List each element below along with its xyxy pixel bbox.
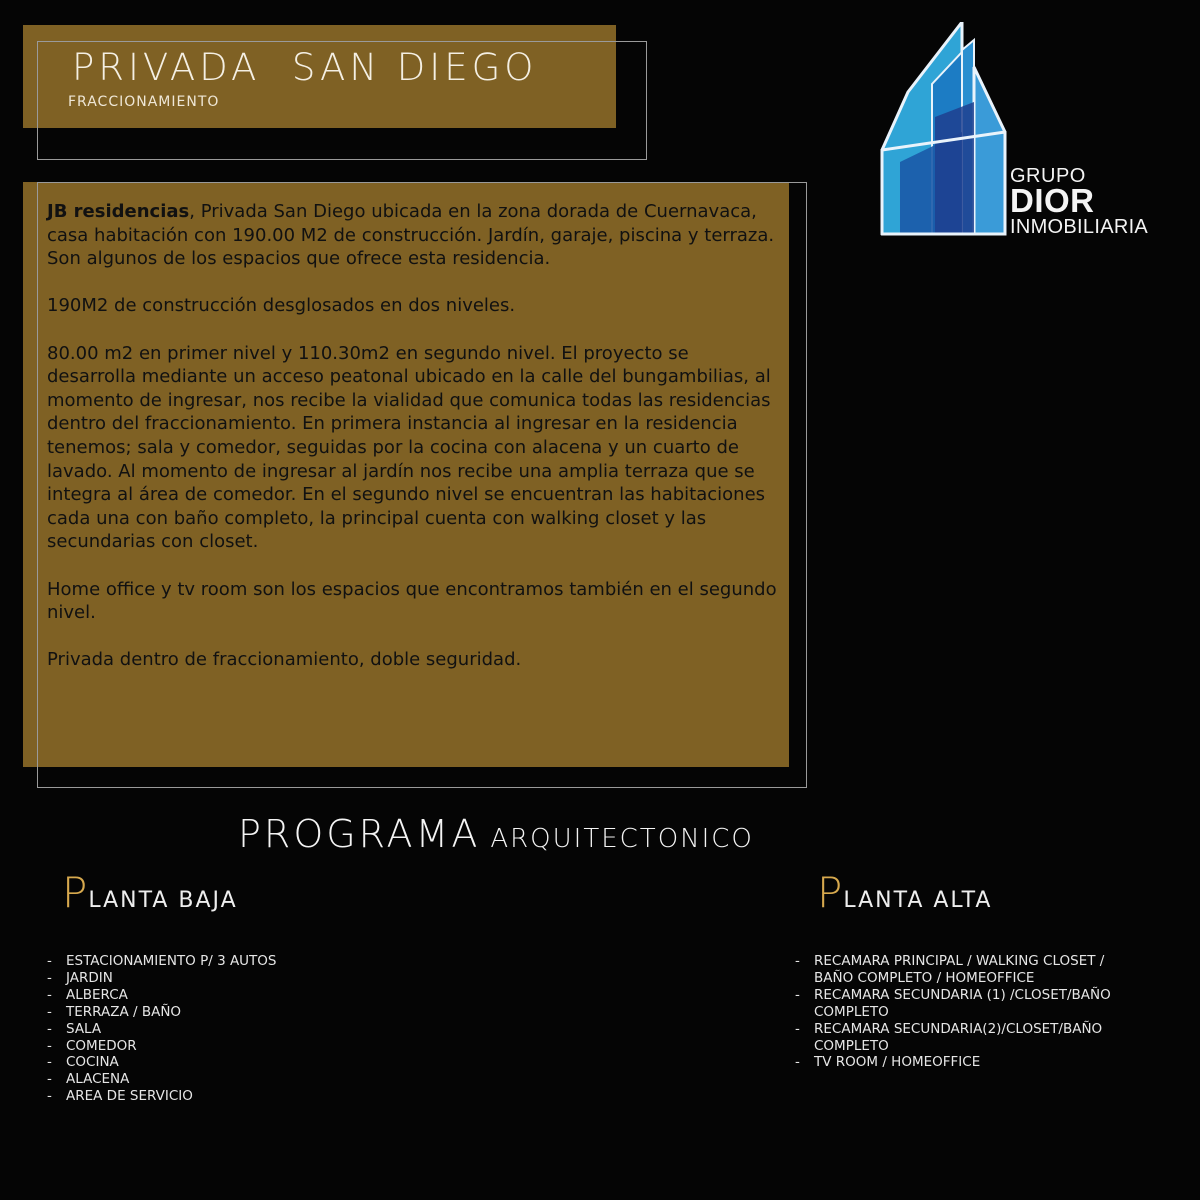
planta-alta-list	[795, 953, 1115, 1071]
brand-name: JB residencias	[47, 201, 190, 222]
planta-baja-heading: PLANTA BAJA	[62, 868, 238, 917]
logo-wordmark	[1010, 166, 1148, 238]
list-item: - RECAMARA SECUNDARIA (1) /CLOSET/BAÑO COMPLETO	[795, 987, 1115, 1021]
list-item: - AREA DE SERVICIO	[47, 1088, 367, 1105]
logo-line-dior: DIOR	[1010, 182, 1095, 219]
planta-baja-list	[47, 953, 367, 1105]
description-paragraph-1: JB residencias, Privada San Diego ubicada en la zona dorada de Cuernavaca, casa habitación con 190.00 M2 de construcción. Jardín, garaje, piscina y terraza. Son algunos de los espacios que ofrece esta residencia.	[47, 201, 775, 270]
description-paragraph-2: 190M2 de construcción desglosados en dos niveles.	[47, 295, 516, 317]
list-item: - COCINA	[47, 1054, 367, 1071]
planta-alta-heading: PLANTA ALTA	[817, 868, 993, 917]
programa-subtitle: ARQUITECTONICO	[490, 824, 754, 854]
list-item: - JARDIN	[47, 970, 367, 987]
programa-heading	[238, 812, 754, 856]
list-item: - RECAMARA PRINCIPAL / WALKING CLOSET / BAÑO COMPLETO / HOMEOFFICE	[795, 953, 1115, 987]
page-subtitle: FRACCIONAMIENTO	[68, 94, 220, 110]
programa-title: PROGRAMA	[238, 812, 481, 856]
list-item: - ESTACIONAMIENTO P/ 3 AUTOS	[47, 953, 367, 970]
description-paragraph-3: 80.00 m2 en primer nivel y 110.30m2 en segundo nivel. El proyecto se desarrolla mediante un acceso peatonal ubicado en la calle del bungambilias, al momento de ingresar, nos recibe la vialidad que comunica todas las residencias dentro del fraccionamiento. En primera instancia al ingresar en la residencia tenemos; sala y comedor, seguidas por la cocina con alacena y un cuarto de lavado. Al momento de ingresar al jardín nos recibe una amplia terraza que se integra al área de comedor. En el segundo nivel se encuentran las habitaciones cada una con baño completo, la principal cuenta con walking closet y las secundarias con closet.	[47, 342, 771, 553]
list-item: - ALACENA	[47, 1071, 367, 1088]
description-paragraph-5: Privada dentro de fraccionamiento, doble seguridad.	[47, 649, 522, 671]
logo-line-grupo: GRUPO	[1010, 165, 1086, 187]
description-text	[47, 200, 777, 672]
list-item: - COMEDOR	[47, 1038, 367, 1055]
list-item: - ALBERCA	[47, 987, 367, 1004]
description-paragraph-4: Home office y tv room son los espacios que encontramos también en el segundo nivel.	[47, 578, 777, 624]
list-item: - RECAMARA SECUNDARIA(2)/CLOSET/BAÑO COMPLETO	[795, 1021, 1115, 1055]
list-item: - TERRAZA / BAÑO	[47, 1004, 367, 1021]
page-title: PRIVADA SAN DIEGO	[72, 46, 538, 89]
list-item: - TV ROOM / HOMEOFFICE	[795, 1054, 1115, 1071]
list-item: - SALA	[47, 1021, 367, 1038]
logo-line-inmobiliaria: INMOBILIARIA	[1010, 216, 1149, 238]
